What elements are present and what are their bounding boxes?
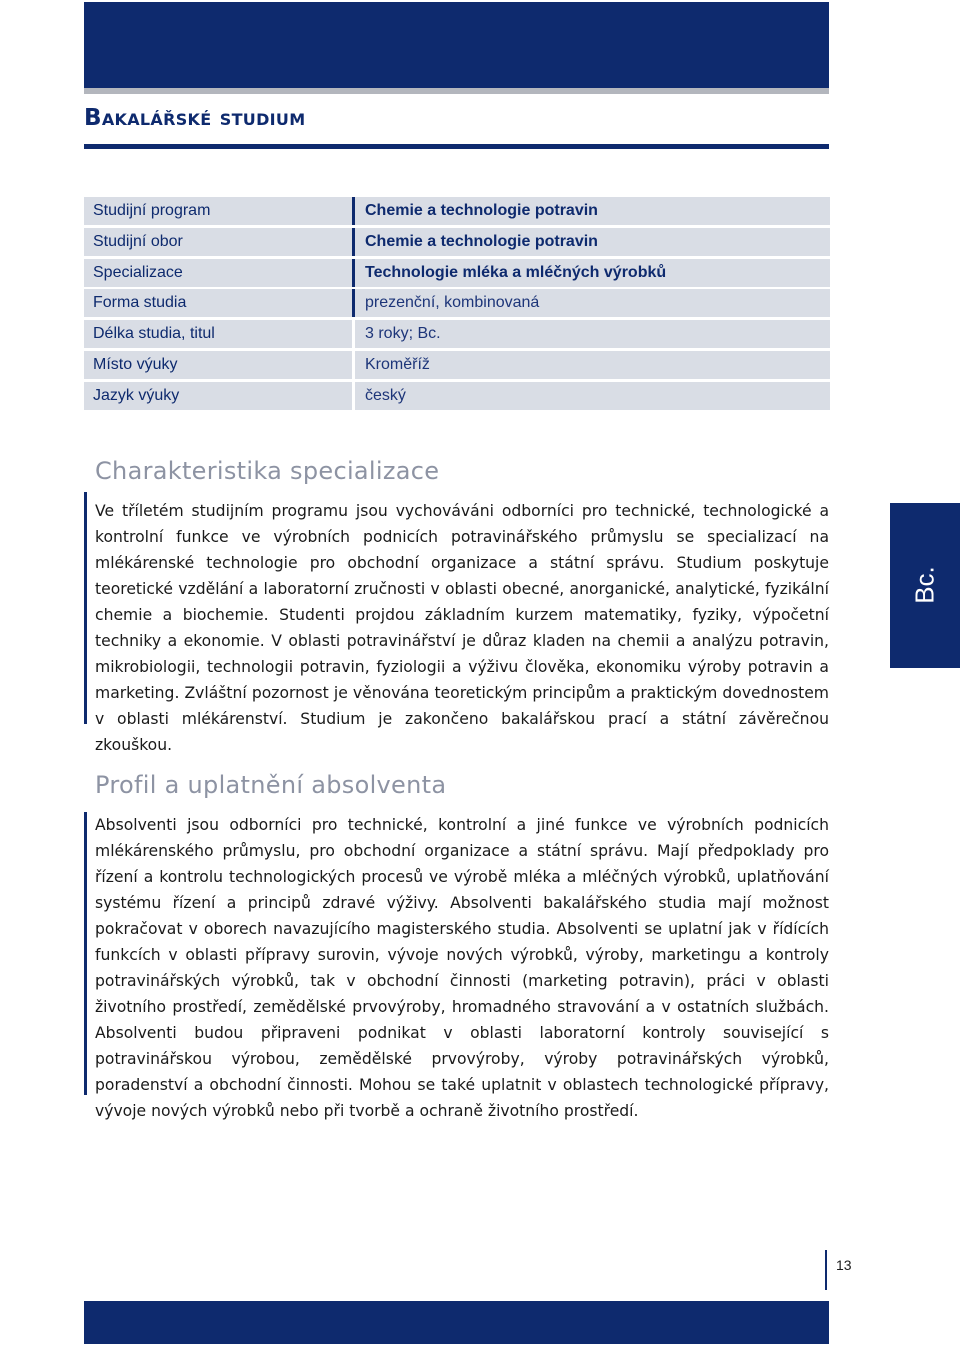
profile-accent-bar [84, 812, 87, 1095]
info-label: Specializace [84, 259, 352, 287]
info-row-program [84, 197, 830, 225]
degree-side-tab-label: Bc. [909, 566, 940, 604]
info-row-language [84, 382, 830, 410]
info-row-specialization [84, 259, 830, 287]
info-value: prezenční, kombinovaná [355, 289, 830, 317]
degree-side-tab [890, 503, 960, 668]
info-value: Chemie a technologie potravin [355, 197, 830, 225]
study-info-table [84, 197, 830, 413]
info-row-form [84, 289, 830, 317]
characteristics-accent-bar [84, 492, 87, 724]
title-divider [84, 144, 829, 149]
info-label: Forma studia [84, 289, 352, 317]
info-row-field [84, 228, 830, 256]
footer-band [84, 1301, 829, 1344]
info-value: český [355, 382, 830, 410]
header-band-shadow [84, 88, 829, 94]
info-label: Délka studia, titul [84, 320, 352, 348]
info-row-location [84, 351, 830, 379]
profile-heading: Profil a uplatnění absolventa [95, 771, 447, 799]
info-label: Studijní program [84, 197, 352, 225]
header-band [84, 2, 829, 88]
profile-text: Absolventi jsou odborníci pro technické, kontrolní a jiné funkce ve výrobních podnicích mlékárenského průmyslu, pro obchodní organizace a státní správu. Mají předpoklady pro řízení a kontrolu technologických procesů ve výrobě mléka a mléčných výrobků, uplatňování systému řízení a principů zdravé výživy. Absolventi bakalářského studia mají možnost pokračovat v oborech navazujícího magisterského studia. Absolventi se uplatní jak v řídících funkcích v oblasti přípravy surovin, vývoje nových výrobků, výroby, marketingu a kontroly potravinářských výrobků, tak v obchodní činnosti (marketing potravin), práci v oblasti životního prostředí, zemědělské prvovýroby, hromadného stravování a v ostatních službách. Absolventi budou připraveni podnikat v oblasti laboratorní kontroly související s potravinářskou výrobou, zemědělské prvovýroby, výroby potravinářských výrobků, poradenství a obchodní činnosti. Mohou se také uplatnit v oblastech technologické přípravy, vývoje nových výrobků nebo při tvorbě a ochraně životního prostředí. [95, 816, 829, 1120]
info-label: Jazyk výuky [84, 382, 352, 410]
info-value: Kroměříž [355, 351, 830, 379]
characteristics-text: Ve tříletém studijním programu jsou vychováváni odborníci pro technické, technologické a kontrolní funkce ve výrobních podnicích potravinářského průmyslu se specializací na mlékárenské technologie pro obchodní organizace a státní správu. Studium poskytuje teoretické vzdělání a laboratorní zručnosti v oblasti obecné, anorganické, analytické, fyzikální chemie a biochemie. Studenti projdou základním kurzem matematiky, fyziky, výpočetní techniky a ekonomie. V oblasti potravinářství je důraz kladen na chemii a analýzu potravin, mikrobiologii, technologii potravin, fyziologii a výživu člověka, ekonomiku výroby potravin a marketing. Zvláštní pozornost je věnována teoretickým principům a praktickým dovednostem v oblasti mlékárenství. Studium je zakončeno bakalářskou prací a státní závěrečnou zkouškou. [95, 502, 829, 754]
info-value: Technologie mléka a mléčných výrobků [355, 259, 830, 287]
info-value: Chemie a technologie potravin [355, 228, 830, 256]
page-number-divider [825, 1250, 827, 1290]
info-value: 3 roky; Bc. [355, 320, 830, 348]
info-label: Místo výuky [84, 351, 352, 379]
info-row-duration [84, 320, 830, 348]
page-title: Bakalářské studium [84, 105, 306, 131]
page-number: 13 [836, 1257, 852, 1273]
info-label: Studijní obor [84, 228, 352, 256]
characteristics-heading: Charakteristika specializace [95, 457, 440, 485]
